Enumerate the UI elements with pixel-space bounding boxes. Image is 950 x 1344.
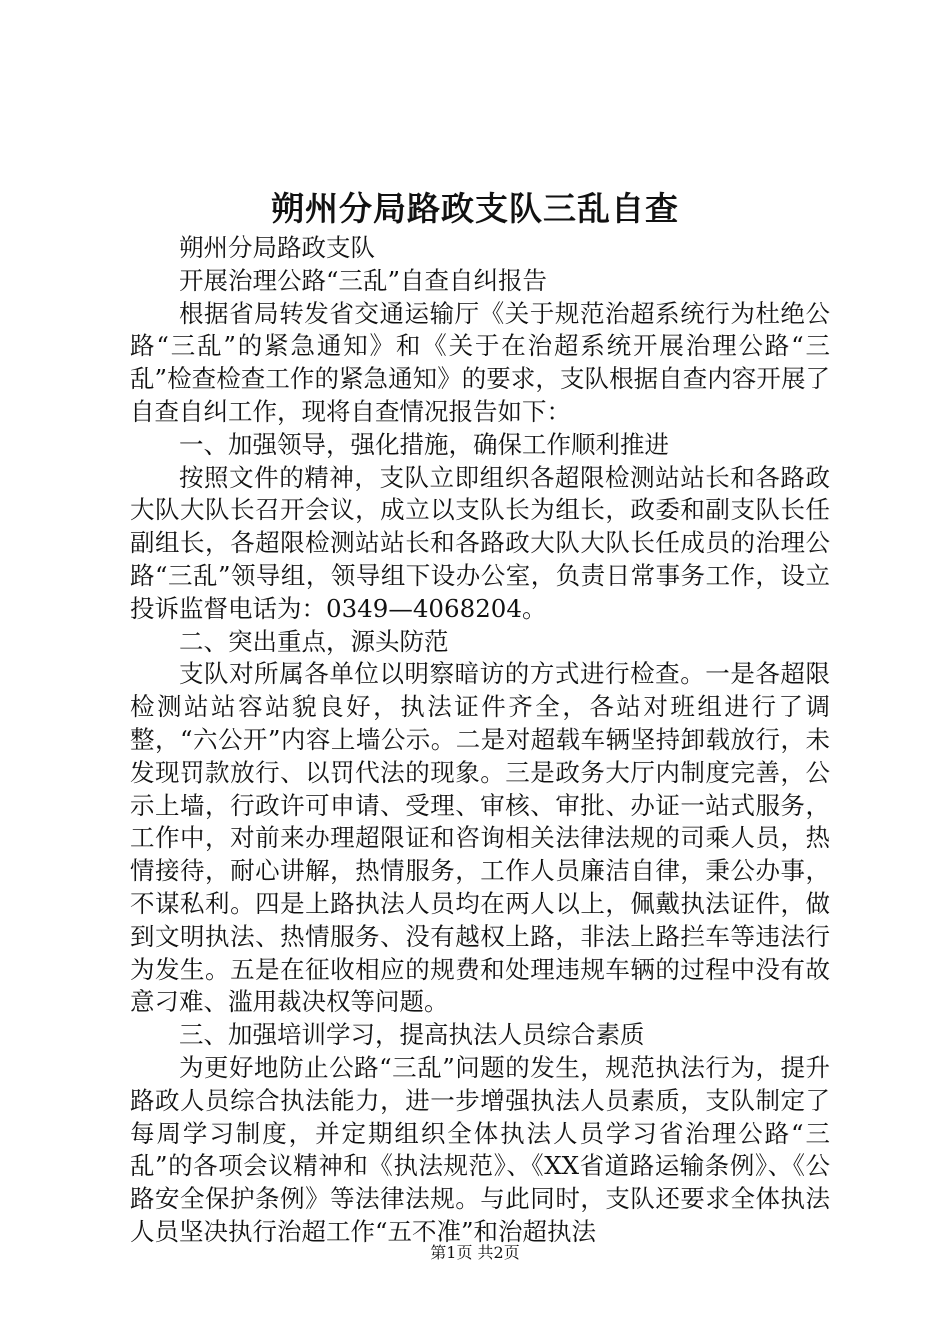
section-heading-2: 二、突出重点，源头防范 <box>179 626 449 656</box>
paragraph-unit-name: 朔州分局路政支队 <box>179 233 375 262</box>
section-heading-1: 一、加强领导，强化措施，确保工作顺利推进 <box>179 429 669 459</box>
document-body <box>130 232 830 1249</box>
paragraph-section-2: 支队对所属各单位以明察暗访的方式进行检查。一是各超限检测站站容站貌良好，执法证件齐全，各站对班组进行了调整，“六公开”内容上墙公示。二是对超载车辆坚持卸载放行，未发现罚款放行、以罚代法的现象。三是政务大厅内制度完善，公示上墙，行政许可申请、受理、审核、审批、办证一站式服务，工作中，对前来办理超限证和咨询相关法律法规的司乘人员，热情接待，耐心讲解，热情服务，工作人员廉洁自律，秉公办事，不谋私利。四是上路执法人员均在两人以上，佩戴执法证件，做到文明执法、热情服务、没有越权上路，非法上路拦车等违法行为发生。五是在征收相应的规费和处理违规车辆的过程中没有故意刁难、滥用裁决权等问题。 <box>130 659 830 1017</box>
paragraph-intro: 根据省局转发省交通运输厅《关于规范治超系统行为杜绝公路“三乱”的紧急通知》和《关于在治超系统开展治理公路“三乱”检查检查工作的紧急通知》的要求，支队根据自查内容开展了自查自纠工作，现将自查情况报告如下： <box>130 298 830 426</box>
page-footer: 第1页 共2页 <box>430 1243 520 1262</box>
document-title: 朔州分局路政支队三乱自查 <box>271 189 679 228</box>
paragraph-section-1: 按照文件的精神，支队立即组织各超限检测站站长和各路政大队大队长召开会议，成立以支队长为组长，政委和副支队长任副组长，各超限检测站站长和各路政大队大队长任成员的治理公路“三乱”领导组，领导组下设办公室，负责日常事务工作，设立投诉监督电话为：0349—4068204。 <box>130 462 830 623</box>
paragraph-report-title: 开展治理公路“三乱”自查自纠报告 <box>179 265 548 295</box>
section-heading-3: 三、加强培训学习，提高执法人员综合素质 <box>179 1020 645 1050</box>
paragraph-section-3: 为更好地防止公路“三乱”问题的发生，规范执法行为，提升路政人员综合执法能力，进一步增强执法人员素质，支队制定了每周学习制度，并定期组织全体执法人员学习省治理公路“三乱”的各项会议精神和《执法规范》、《XX省道路运输条例》、《公路安全保护条例》等法律法规。与此同时，支队还要求全体执法人员坚决执行治超工作“五不准”和治超执法 <box>130 1052 830 1246</box>
